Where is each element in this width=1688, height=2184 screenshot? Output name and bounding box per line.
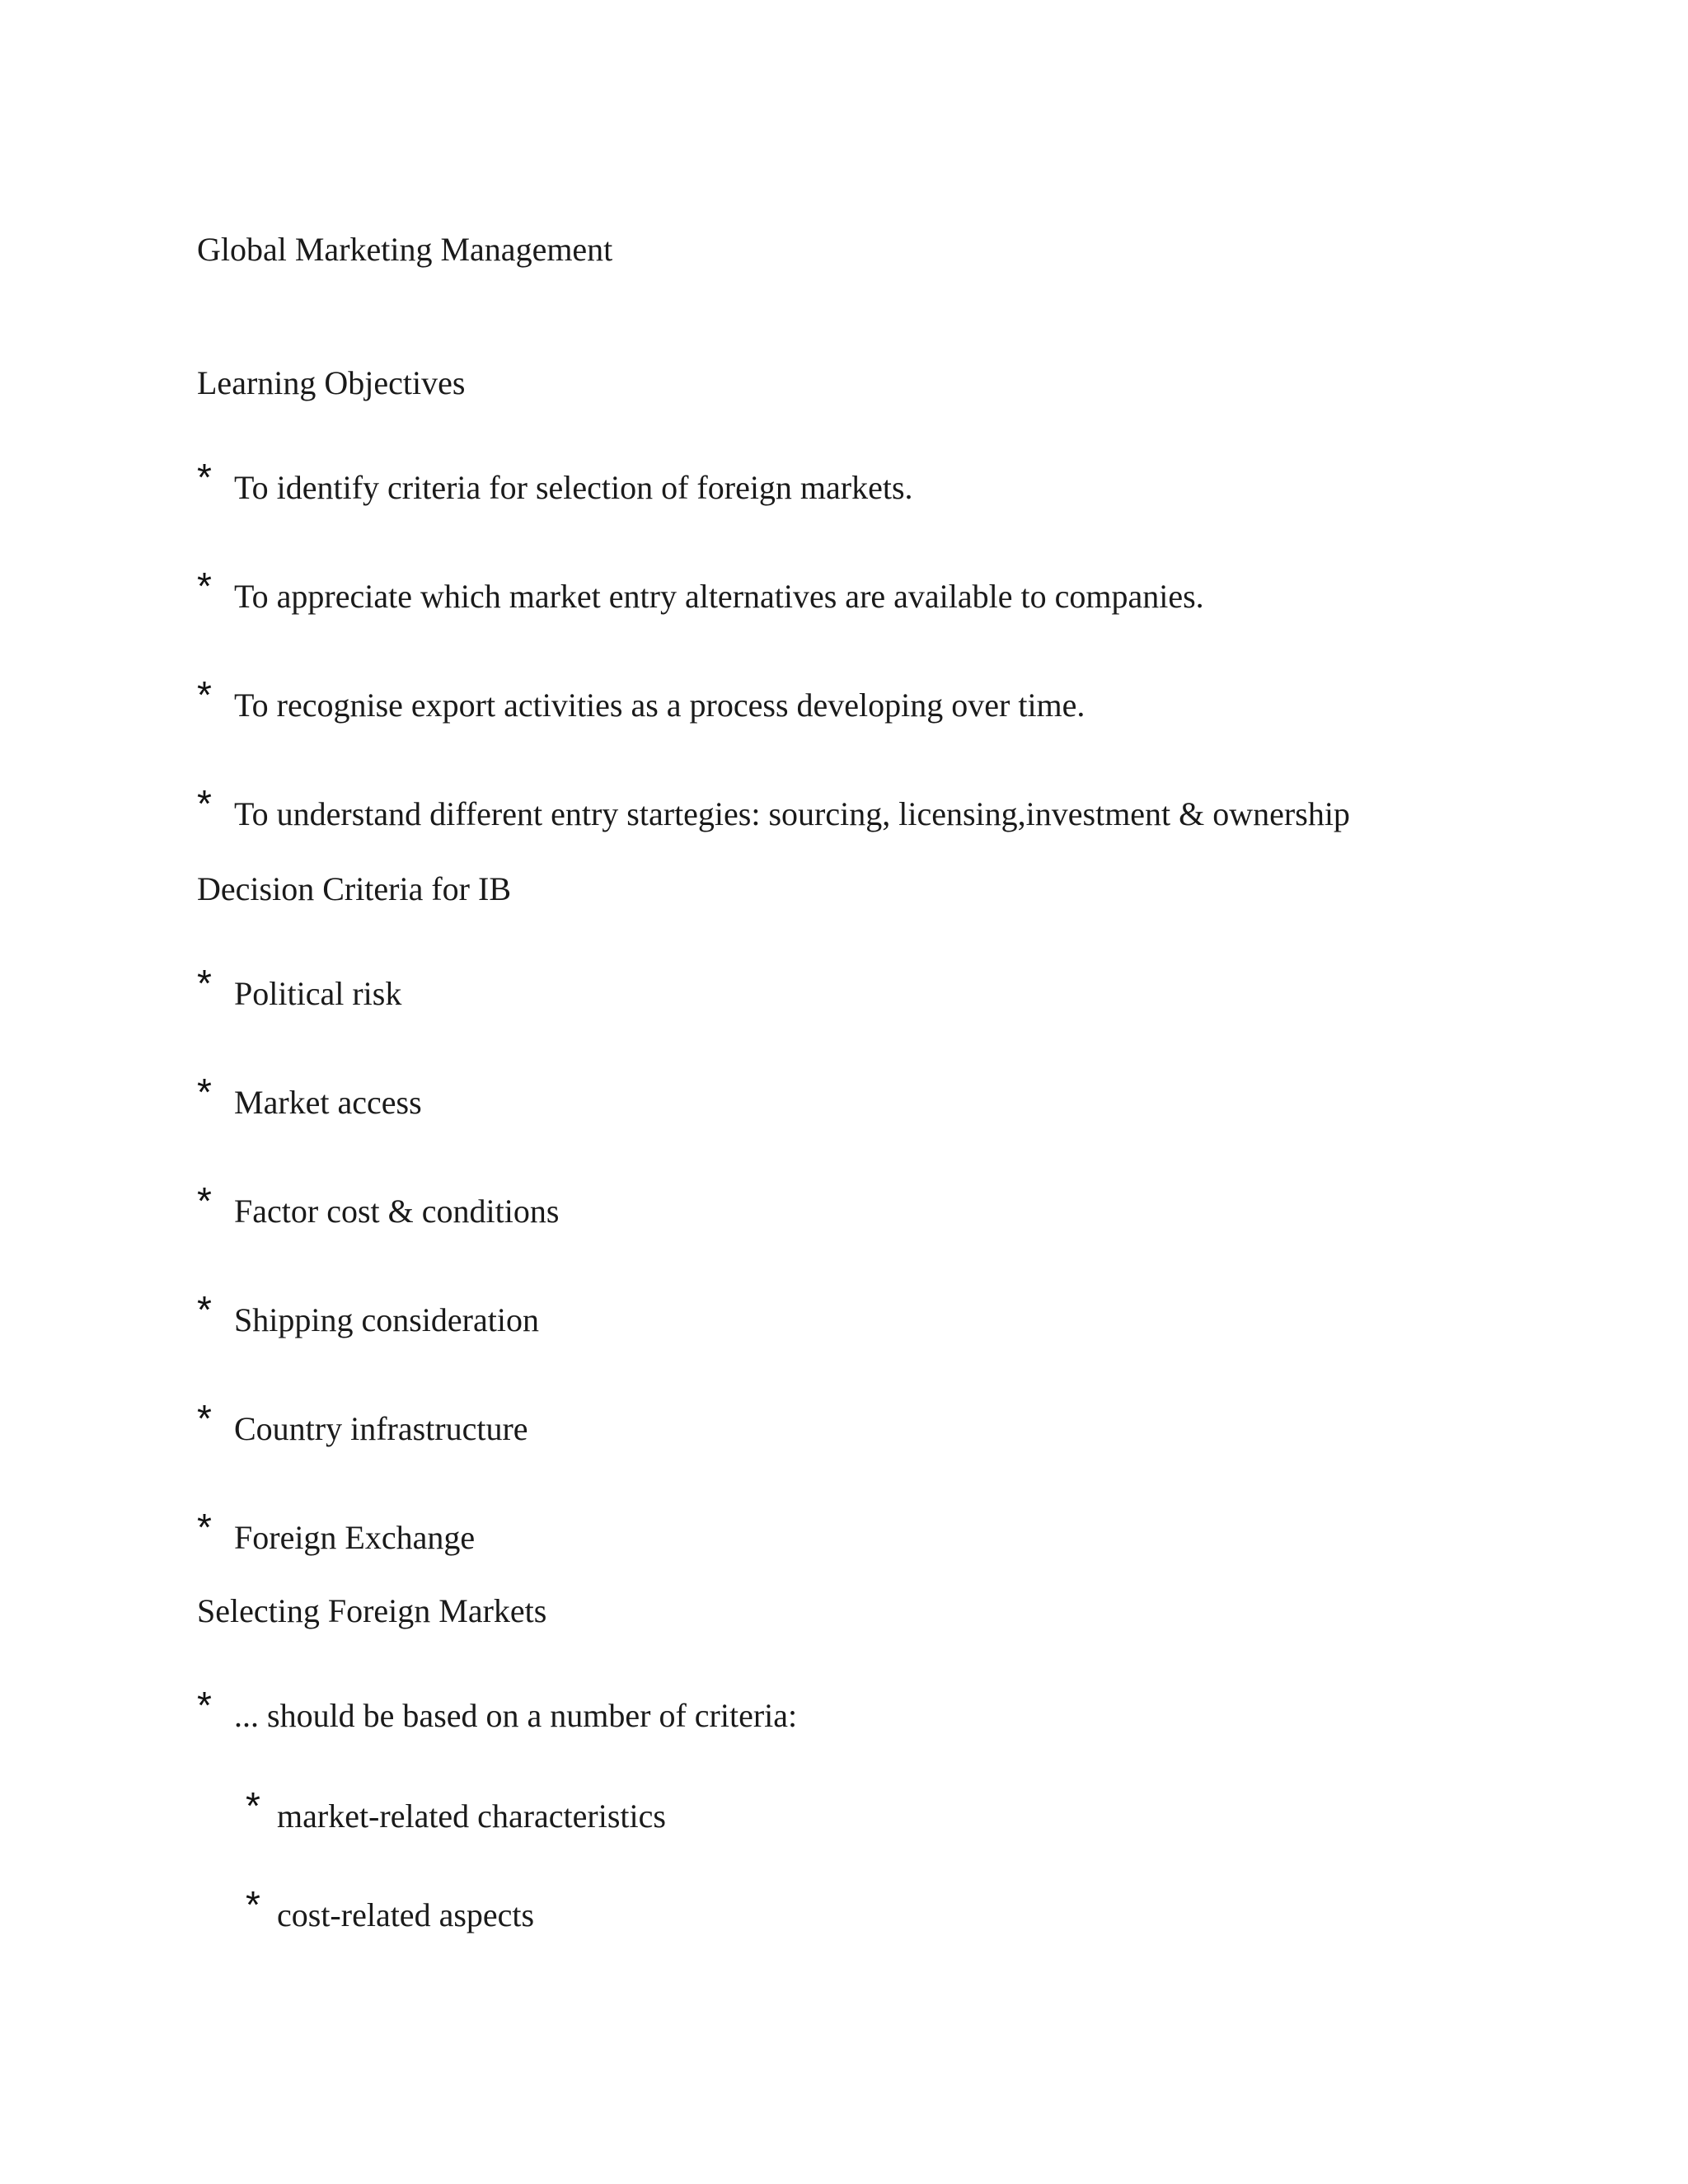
sub-list-item-text: market-related characteristics [277,1797,666,1835]
bullet-icon: * [197,962,212,1005]
sub-list-item-text: cost-related aspects [277,1896,535,1933]
list-item-text: To appreciate which market entry alternatives are available to companies. [234,578,1204,615]
bullet-icon: * [197,565,212,607]
bullet-icon: * [197,1071,212,1113]
bullet-icon: * [246,1883,260,1926]
list-item-text: Foreign Exchange [234,1519,476,1556]
document-title: Global Marketing Management [197,231,613,268]
list-item-text: To identify criteria for selection of foreign markets. [234,469,913,506]
bullet-icon: * [197,1397,212,1440]
bullet-icon: * [197,1288,212,1331]
section-heading-learning-objectives: Learning Objectives [197,364,466,401]
section-heading-decision-criteria: Decision Criteria for IB [197,870,511,907]
bullet-icon: * [197,456,212,499]
bullet-icon: * [197,1684,212,1727]
bullet-icon: * [197,673,212,716]
list-item-text: Political risk [234,975,402,1012]
list-item-text: Shipping consideration [234,1301,539,1338]
list-item-text: ... should be based on a number of criteria: [234,1697,798,1734]
bullet-icon: * [246,1784,260,1827]
list-item-text: To understand different entry startegies: sourcing, licensing,investment & ownership [234,795,1350,832]
bullet-icon: * [197,1179,212,1222]
list-item-text: To recognise export activities as a process developing over time. [234,687,1085,724]
list-item-text: Factor cost & conditions [234,1193,560,1230]
section-heading-selecting-foreign-markets: Selecting Foreign Markets [197,1592,547,1629]
list-item-text: Market access [234,1084,422,1121]
list-item-text: Country infrastructure [234,1410,528,1447]
bullet-icon: * [197,782,212,825]
bullet-icon: * [197,1506,212,1549]
